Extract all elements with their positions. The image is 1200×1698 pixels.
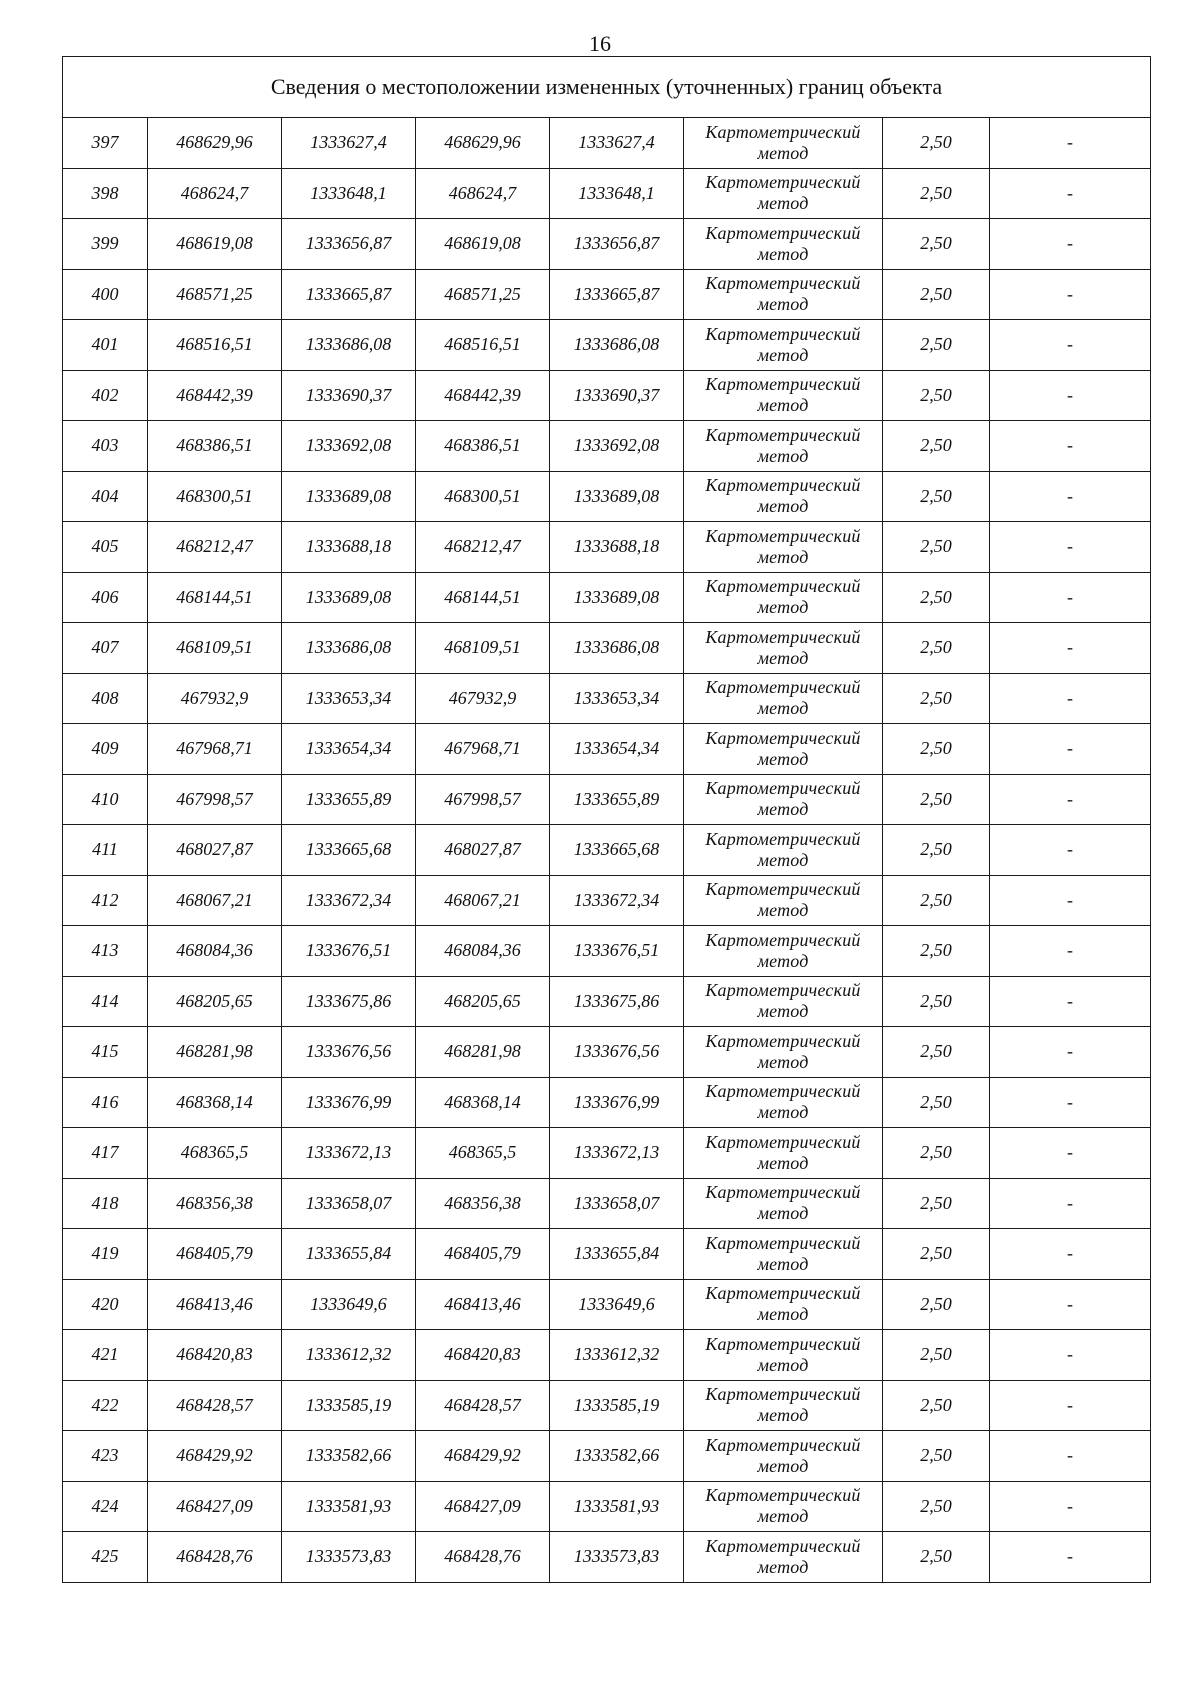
new-y-cell: 1333649,6 xyxy=(550,1279,684,1330)
existing-x-cell: 468386,51 xyxy=(148,421,282,472)
description-cell: - xyxy=(990,623,1151,674)
point-number-cell: 425 xyxy=(63,1532,148,1583)
accuracy-cell: 2,50 xyxy=(883,1380,990,1431)
description-cell: - xyxy=(990,976,1151,1027)
method-cell: Картометрический метод xyxy=(684,1229,883,1280)
table-row xyxy=(63,1380,1151,1431)
method-cell: Картометрический метод xyxy=(684,774,883,825)
accuracy-cell: 2,50 xyxy=(883,1128,990,1179)
method-cell: Картометрический метод xyxy=(684,1077,883,1128)
new-x-cell: 468027,87 xyxy=(416,825,550,876)
existing-x-cell: 468442,39 xyxy=(148,370,282,421)
table-row xyxy=(63,1128,1151,1179)
new-x-cell: 468428,76 xyxy=(416,1532,550,1583)
description-cell: - xyxy=(990,572,1151,623)
method-cell: Картометрический метод xyxy=(684,1330,883,1381)
new-x-cell: 468300,51 xyxy=(416,471,550,522)
new-x-cell: 468109,51 xyxy=(416,623,550,674)
method-cell: Картометрический метод xyxy=(684,269,883,320)
description-cell: - xyxy=(990,1027,1151,1078)
new-y-cell: 1333655,89 xyxy=(550,774,684,825)
section-title: Сведения о местоположении измененных (уточненных) границ объекта xyxy=(63,57,1151,118)
table-body xyxy=(63,57,1151,1583)
new-x-cell: 467932,9 xyxy=(416,673,550,724)
point-number-cell: 408 xyxy=(63,673,148,724)
table-row xyxy=(63,269,1151,320)
new-x-cell: 468619,08 xyxy=(416,219,550,270)
table-row xyxy=(63,118,1151,169)
method-cell: Картометрический метод xyxy=(684,1279,883,1330)
method-cell: Картометрический метод xyxy=(684,825,883,876)
table-row xyxy=(63,623,1151,674)
new-y-cell: 1333665,68 xyxy=(550,825,684,876)
existing-y-cell: 1333675,86 xyxy=(282,976,416,1027)
accuracy-cell: 2,50 xyxy=(883,1330,990,1381)
description-cell: - xyxy=(990,673,1151,724)
new-y-cell: 1333655,84 xyxy=(550,1229,684,1280)
existing-y-cell: 1333689,08 xyxy=(282,471,416,522)
table-row xyxy=(63,926,1151,977)
point-number-cell: 420 xyxy=(63,1279,148,1330)
accuracy-cell: 2,50 xyxy=(883,522,990,573)
point-number-cell: 413 xyxy=(63,926,148,977)
new-y-cell: 1333585,19 xyxy=(550,1380,684,1431)
method-cell: Картометрический метод xyxy=(684,118,883,169)
description-cell: - xyxy=(990,1077,1151,1128)
description-cell: - xyxy=(990,219,1151,270)
existing-x-cell: 468427,09 xyxy=(148,1481,282,1532)
new-x-cell: 468386,51 xyxy=(416,421,550,472)
description-cell: - xyxy=(990,471,1151,522)
existing-y-cell: 1333665,68 xyxy=(282,825,416,876)
method-cell: Картометрический метод xyxy=(684,168,883,219)
accuracy-cell: 2,50 xyxy=(883,1229,990,1280)
description-cell: - xyxy=(990,269,1151,320)
table-row xyxy=(63,421,1151,472)
method-cell: Картометрический метод xyxy=(684,926,883,977)
table-row xyxy=(63,1178,1151,1229)
new-y-cell: 1333686,08 xyxy=(550,623,684,674)
accuracy-cell: 2,50 xyxy=(883,1431,990,1482)
description-cell: - xyxy=(990,421,1151,472)
new-x-cell: 468368,14 xyxy=(416,1077,550,1128)
existing-x-cell: 467932,9 xyxy=(148,673,282,724)
accuracy-cell: 2,50 xyxy=(883,976,990,1027)
accuracy-cell: 2,50 xyxy=(883,724,990,775)
table-row xyxy=(63,825,1151,876)
new-y-cell: 1333688,18 xyxy=(550,522,684,573)
table-row xyxy=(63,168,1151,219)
point-number-cell: 417 xyxy=(63,1128,148,1179)
existing-x-cell: 468405,79 xyxy=(148,1229,282,1280)
existing-x-cell: 468413,46 xyxy=(148,1279,282,1330)
new-x-cell: 468205,65 xyxy=(416,976,550,1027)
method-cell: Картометрический метод xyxy=(684,1178,883,1229)
method-cell: Картометрический метод xyxy=(684,1380,883,1431)
accuracy-cell: 2,50 xyxy=(883,168,990,219)
accuracy-cell: 2,50 xyxy=(883,1481,990,1532)
accuracy-cell: 2,50 xyxy=(883,1027,990,1078)
accuracy-cell: 2,50 xyxy=(883,774,990,825)
new-x-cell: 468420,83 xyxy=(416,1330,550,1381)
table-row xyxy=(63,774,1151,825)
new-x-cell: 468405,79 xyxy=(416,1229,550,1280)
existing-y-cell: 1333581,93 xyxy=(282,1481,416,1532)
accuracy-cell: 2,50 xyxy=(883,572,990,623)
new-x-cell: 468428,57 xyxy=(416,1380,550,1431)
point-number-cell: 403 xyxy=(63,421,148,472)
new-x-cell: 468084,36 xyxy=(416,926,550,977)
description-cell: - xyxy=(990,774,1151,825)
existing-x-cell: 468624,7 xyxy=(148,168,282,219)
point-number-cell: 405 xyxy=(63,522,148,573)
existing-x-cell: 468084,36 xyxy=(148,926,282,977)
existing-x-cell: 468212,47 xyxy=(148,522,282,573)
new-x-cell: 468427,09 xyxy=(416,1481,550,1532)
existing-x-cell: 468428,57 xyxy=(148,1380,282,1431)
new-y-cell: 1333656,87 xyxy=(550,219,684,270)
table-row xyxy=(63,1229,1151,1280)
new-y-cell: 1333648,1 xyxy=(550,168,684,219)
existing-x-cell: 468619,08 xyxy=(148,219,282,270)
description-cell: - xyxy=(990,1229,1151,1280)
point-number-cell: 414 xyxy=(63,976,148,1027)
description-cell: - xyxy=(990,926,1151,977)
new-x-cell: 468144,51 xyxy=(416,572,550,623)
existing-x-cell: 468144,51 xyxy=(148,572,282,623)
new-y-cell: 1333675,86 xyxy=(550,976,684,1027)
table-row xyxy=(63,976,1151,1027)
description-cell: - xyxy=(990,825,1151,876)
existing-x-cell: 467968,71 xyxy=(148,724,282,775)
existing-x-cell: 468571,25 xyxy=(148,269,282,320)
method-cell: Картометрический метод xyxy=(684,1431,883,1482)
table-row xyxy=(63,1532,1151,1583)
description-cell: - xyxy=(990,1178,1151,1229)
accuracy-cell: 2,50 xyxy=(883,471,990,522)
new-y-cell: 1333627,4 xyxy=(550,118,684,169)
accuracy-cell: 2,50 xyxy=(883,673,990,724)
existing-y-cell: 1333672,13 xyxy=(282,1128,416,1179)
section-title-row xyxy=(63,57,1151,118)
method-cell: Картометрический метод xyxy=(684,421,883,472)
point-number-cell: 406 xyxy=(63,572,148,623)
method-cell: Картометрический метод xyxy=(684,673,883,724)
existing-x-cell: 468109,51 xyxy=(148,623,282,674)
new-x-cell: 468624,7 xyxy=(416,168,550,219)
new-y-cell: 1333689,08 xyxy=(550,471,684,522)
table-row xyxy=(63,1027,1151,1078)
new-y-cell: 1333676,99 xyxy=(550,1077,684,1128)
new-x-cell: 468067,21 xyxy=(416,875,550,926)
existing-x-cell: 468281,98 xyxy=(148,1027,282,1078)
existing-y-cell: 1333676,51 xyxy=(282,926,416,977)
existing-y-cell: 1333692,08 xyxy=(282,421,416,472)
table-row xyxy=(63,875,1151,926)
description-cell: - xyxy=(990,1481,1151,1532)
new-y-cell: 1333665,87 xyxy=(550,269,684,320)
point-number-cell: 404 xyxy=(63,471,148,522)
description-cell: - xyxy=(990,724,1151,775)
new-x-cell: 468356,38 xyxy=(416,1178,550,1229)
description-cell: - xyxy=(990,118,1151,169)
new-x-cell: 468629,96 xyxy=(416,118,550,169)
new-x-cell: 468571,25 xyxy=(416,269,550,320)
accuracy-cell: 2,50 xyxy=(883,118,990,169)
point-number-cell: 402 xyxy=(63,370,148,421)
existing-x-cell: 468516,51 xyxy=(148,320,282,371)
existing-x-cell: 468428,76 xyxy=(148,1532,282,1583)
accuracy-cell: 2,50 xyxy=(883,1178,990,1229)
method-cell: Картометрический метод xyxy=(684,875,883,926)
new-x-cell: 468413,46 xyxy=(416,1279,550,1330)
point-number-cell: 399 xyxy=(63,219,148,270)
existing-x-cell: 468429,92 xyxy=(148,1431,282,1482)
point-number-cell: 423 xyxy=(63,1431,148,1482)
existing-x-cell: 468205,65 xyxy=(148,976,282,1027)
existing-x-cell: 468356,38 xyxy=(148,1178,282,1229)
existing-y-cell: 1333648,1 xyxy=(282,168,416,219)
table-row xyxy=(63,320,1151,371)
new-y-cell: 1333672,34 xyxy=(550,875,684,926)
table-row xyxy=(63,1279,1151,1330)
table-row xyxy=(63,1077,1151,1128)
new-y-cell: 1333612,32 xyxy=(550,1330,684,1381)
description-cell: - xyxy=(990,1330,1151,1381)
existing-y-cell: 1333686,08 xyxy=(282,623,416,674)
description-cell: - xyxy=(990,875,1151,926)
description-cell: - xyxy=(990,522,1151,573)
description-cell: - xyxy=(990,370,1151,421)
method-cell: Картометрический метод xyxy=(684,219,883,270)
point-number-cell: 416 xyxy=(63,1077,148,1128)
description-cell: - xyxy=(990,1380,1151,1431)
new-x-cell: 468429,92 xyxy=(416,1431,550,1482)
method-cell: Картометрический метод xyxy=(684,1481,883,1532)
new-y-cell: 1333653,34 xyxy=(550,673,684,724)
new-y-cell: 1333689,08 xyxy=(550,572,684,623)
table-row xyxy=(63,370,1151,421)
new-y-cell: 1333582,66 xyxy=(550,1431,684,1482)
new-y-cell: 1333672,13 xyxy=(550,1128,684,1179)
existing-y-cell: 1333690,37 xyxy=(282,370,416,421)
new-x-cell: 467968,71 xyxy=(416,724,550,775)
new-x-cell: 468365,5 xyxy=(416,1128,550,1179)
table-row xyxy=(63,219,1151,270)
new-x-cell: 468442,39 xyxy=(416,370,550,421)
existing-y-cell: 1333656,87 xyxy=(282,219,416,270)
point-number-cell: 398 xyxy=(63,168,148,219)
point-number-cell: 422 xyxy=(63,1380,148,1431)
existing-y-cell: 1333686,08 xyxy=(282,320,416,371)
existing-y-cell: 1333573,83 xyxy=(282,1532,416,1583)
description-cell: - xyxy=(990,1532,1151,1583)
point-number-cell: 411 xyxy=(63,825,148,876)
table-row xyxy=(63,673,1151,724)
new-y-cell: 1333690,37 xyxy=(550,370,684,421)
existing-y-cell: 1333655,89 xyxy=(282,774,416,825)
point-number-cell: 400 xyxy=(63,269,148,320)
accuracy-cell: 2,50 xyxy=(883,1279,990,1330)
accuracy-cell: 2,50 xyxy=(883,421,990,472)
accuracy-cell: 2,50 xyxy=(883,320,990,371)
existing-y-cell: 1333688,18 xyxy=(282,522,416,573)
existing-x-cell: 468629,96 xyxy=(148,118,282,169)
existing-y-cell: 1333627,4 xyxy=(282,118,416,169)
table-row xyxy=(63,522,1151,573)
table-row xyxy=(63,1330,1151,1381)
method-cell: Картометрический метод xyxy=(684,522,883,573)
method-cell: Картометрический метод xyxy=(684,976,883,1027)
point-number-cell: 410 xyxy=(63,774,148,825)
accuracy-cell: 2,50 xyxy=(883,926,990,977)
boundary-coordinates-table xyxy=(62,56,1151,1583)
existing-x-cell: 467998,57 xyxy=(148,774,282,825)
accuracy-cell: 2,50 xyxy=(883,1077,990,1128)
point-number-cell: 409 xyxy=(63,724,148,775)
existing-y-cell: 1333655,84 xyxy=(282,1229,416,1280)
new-x-cell: 468516,51 xyxy=(416,320,550,371)
accuracy-cell: 2,50 xyxy=(883,370,990,421)
method-cell: Картометрический метод xyxy=(684,471,883,522)
accuracy-cell: 2,50 xyxy=(883,825,990,876)
point-number-cell: 415 xyxy=(63,1027,148,1078)
accuracy-cell: 2,50 xyxy=(883,1532,990,1583)
new-x-cell: 468281,98 xyxy=(416,1027,550,1078)
point-number-cell: 418 xyxy=(63,1178,148,1229)
existing-y-cell: 1333585,19 xyxy=(282,1380,416,1431)
existing-x-cell: 468300,51 xyxy=(148,471,282,522)
point-number-cell: 412 xyxy=(63,875,148,926)
new-y-cell: 1333581,93 xyxy=(550,1481,684,1532)
existing-x-cell: 468420,83 xyxy=(148,1330,282,1381)
point-number-cell: 419 xyxy=(63,1229,148,1280)
method-cell: Картометрический метод xyxy=(684,724,883,775)
existing-y-cell: 1333654,34 xyxy=(282,724,416,775)
existing-x-cell: 468027,87 xyxy=(148,825,282,876)
existing-y-cell: 1333665,87 xyxy=(282,269,416,320)
new-y-cell: 1333676,56 xyxy=(550,1027,684,1078)
description-cell: - xyxy=(990,320,1151,371)
accuracy-cell: 2,50 xyxy=(883,269,990,320)
new-x-cell: 468212,47 xyxy=(416,522,550,573)
method-cell: Картометрический метод xyxy=(684,1532,883,1583)
description-cell: - xyxy=(990,1279,1151,1330)
description-cell: - xyxy=(990,1431,1151,1482)
method-cell: Картометрический метод xyxy=(684,320,883,371)
description-cell: - xyxy=(990,168,1151,219)
new-y-cell: 1333658,07 xyxy=(550,1178,684,1229)
table-row xyxy=(63,471,1151,522)
table-row xyxy=(63,724,1151,775)
existing-y-cell: 1333658,07 xyxy=(282,1178,416,1229)
accuracy-cell: 2,50 xyxy=(883,623,990,674)
existing-y-cell: 1333672,34 xyxy=(282,875,416,926)
page-number: 16 xyxy=(589,31,611,56)
accuracy-cell: 2,50 xyxy=(883,875,990,926)
method-cell: Картометрический метод xyxy=(684,1027,883,1078)
table-row xyxy=(63,1481,1151,1532)
accuracy-cell: 2,50 xyxy=(883,219,990,270)
new-y-cell: 1333686,08 xyxy=(550,320,684,371)
table-row xyxy=(63,572,1151,623)
existing-x-cell: 468368,14 xyxy=(148,1077,282,1128)
point-number-cell: 407 xyxy=(63,623,148,674)
new-x-cell: 467998,57 xyxy=(416,774,550,825)
new-y-cell: 1333573,83 xyxy=(550,1532,684,1583)
point-number-cell: 421 xyxy=(63,1330,148,1381)
new-y-cell: 1333676,51 xyxy=(550,926,684,977)
existing-x-cell: 468365,5 xyxy=(148,1128,282,1179)
existing-y-cell: 1333582,66 xyxy=(282,1431,416,1482)
existing-y-cell: 1333676,56 xyxy=(282,1027,416,1078)
existing-y-cell: 1333612,32 xyxy=(282,1330,416,1381)
new-y-cell: 1333692,08 xyxy=(550,421,684,472)
existing-x-cell: 468067,21 xyxy=(148,875,282,926)
method-cell: Картометрический метод xyxy=(684,1128,883,1179)
existing-y-cell: 1333649,6 xyxy=(282,1279,416,1330)
method-cell: Картометрический метод xyxy=(684,623,883,674)
point-number-cell: 397 xyxy=(63,118,148,169)
point-number-cell: 401 xyxy=(63,320,148,371)
existing-y-cell: 1333676,99 xyxy=(282,1077,416,1128)
existing-y-cell: 1333653,34 xyxy=(282,673,416,724)
description-cell: - xyxy=(990,1128,1151,1179)
existing-y-cell: 1333689,08 xyxy=(282,572,416,623)
new-y-cell: 1333654,34 xyxy=(550,724,684,775)
table-row xyxy=(63,1431,1151,1482)
method-cell: Картометрический метод xyxy=(684,370,883,421)
method-cell: Картометрический метод xyxy=(684,572,883,623)
point-number-cell: 424 xyxy=(63,1481,148,1532)
